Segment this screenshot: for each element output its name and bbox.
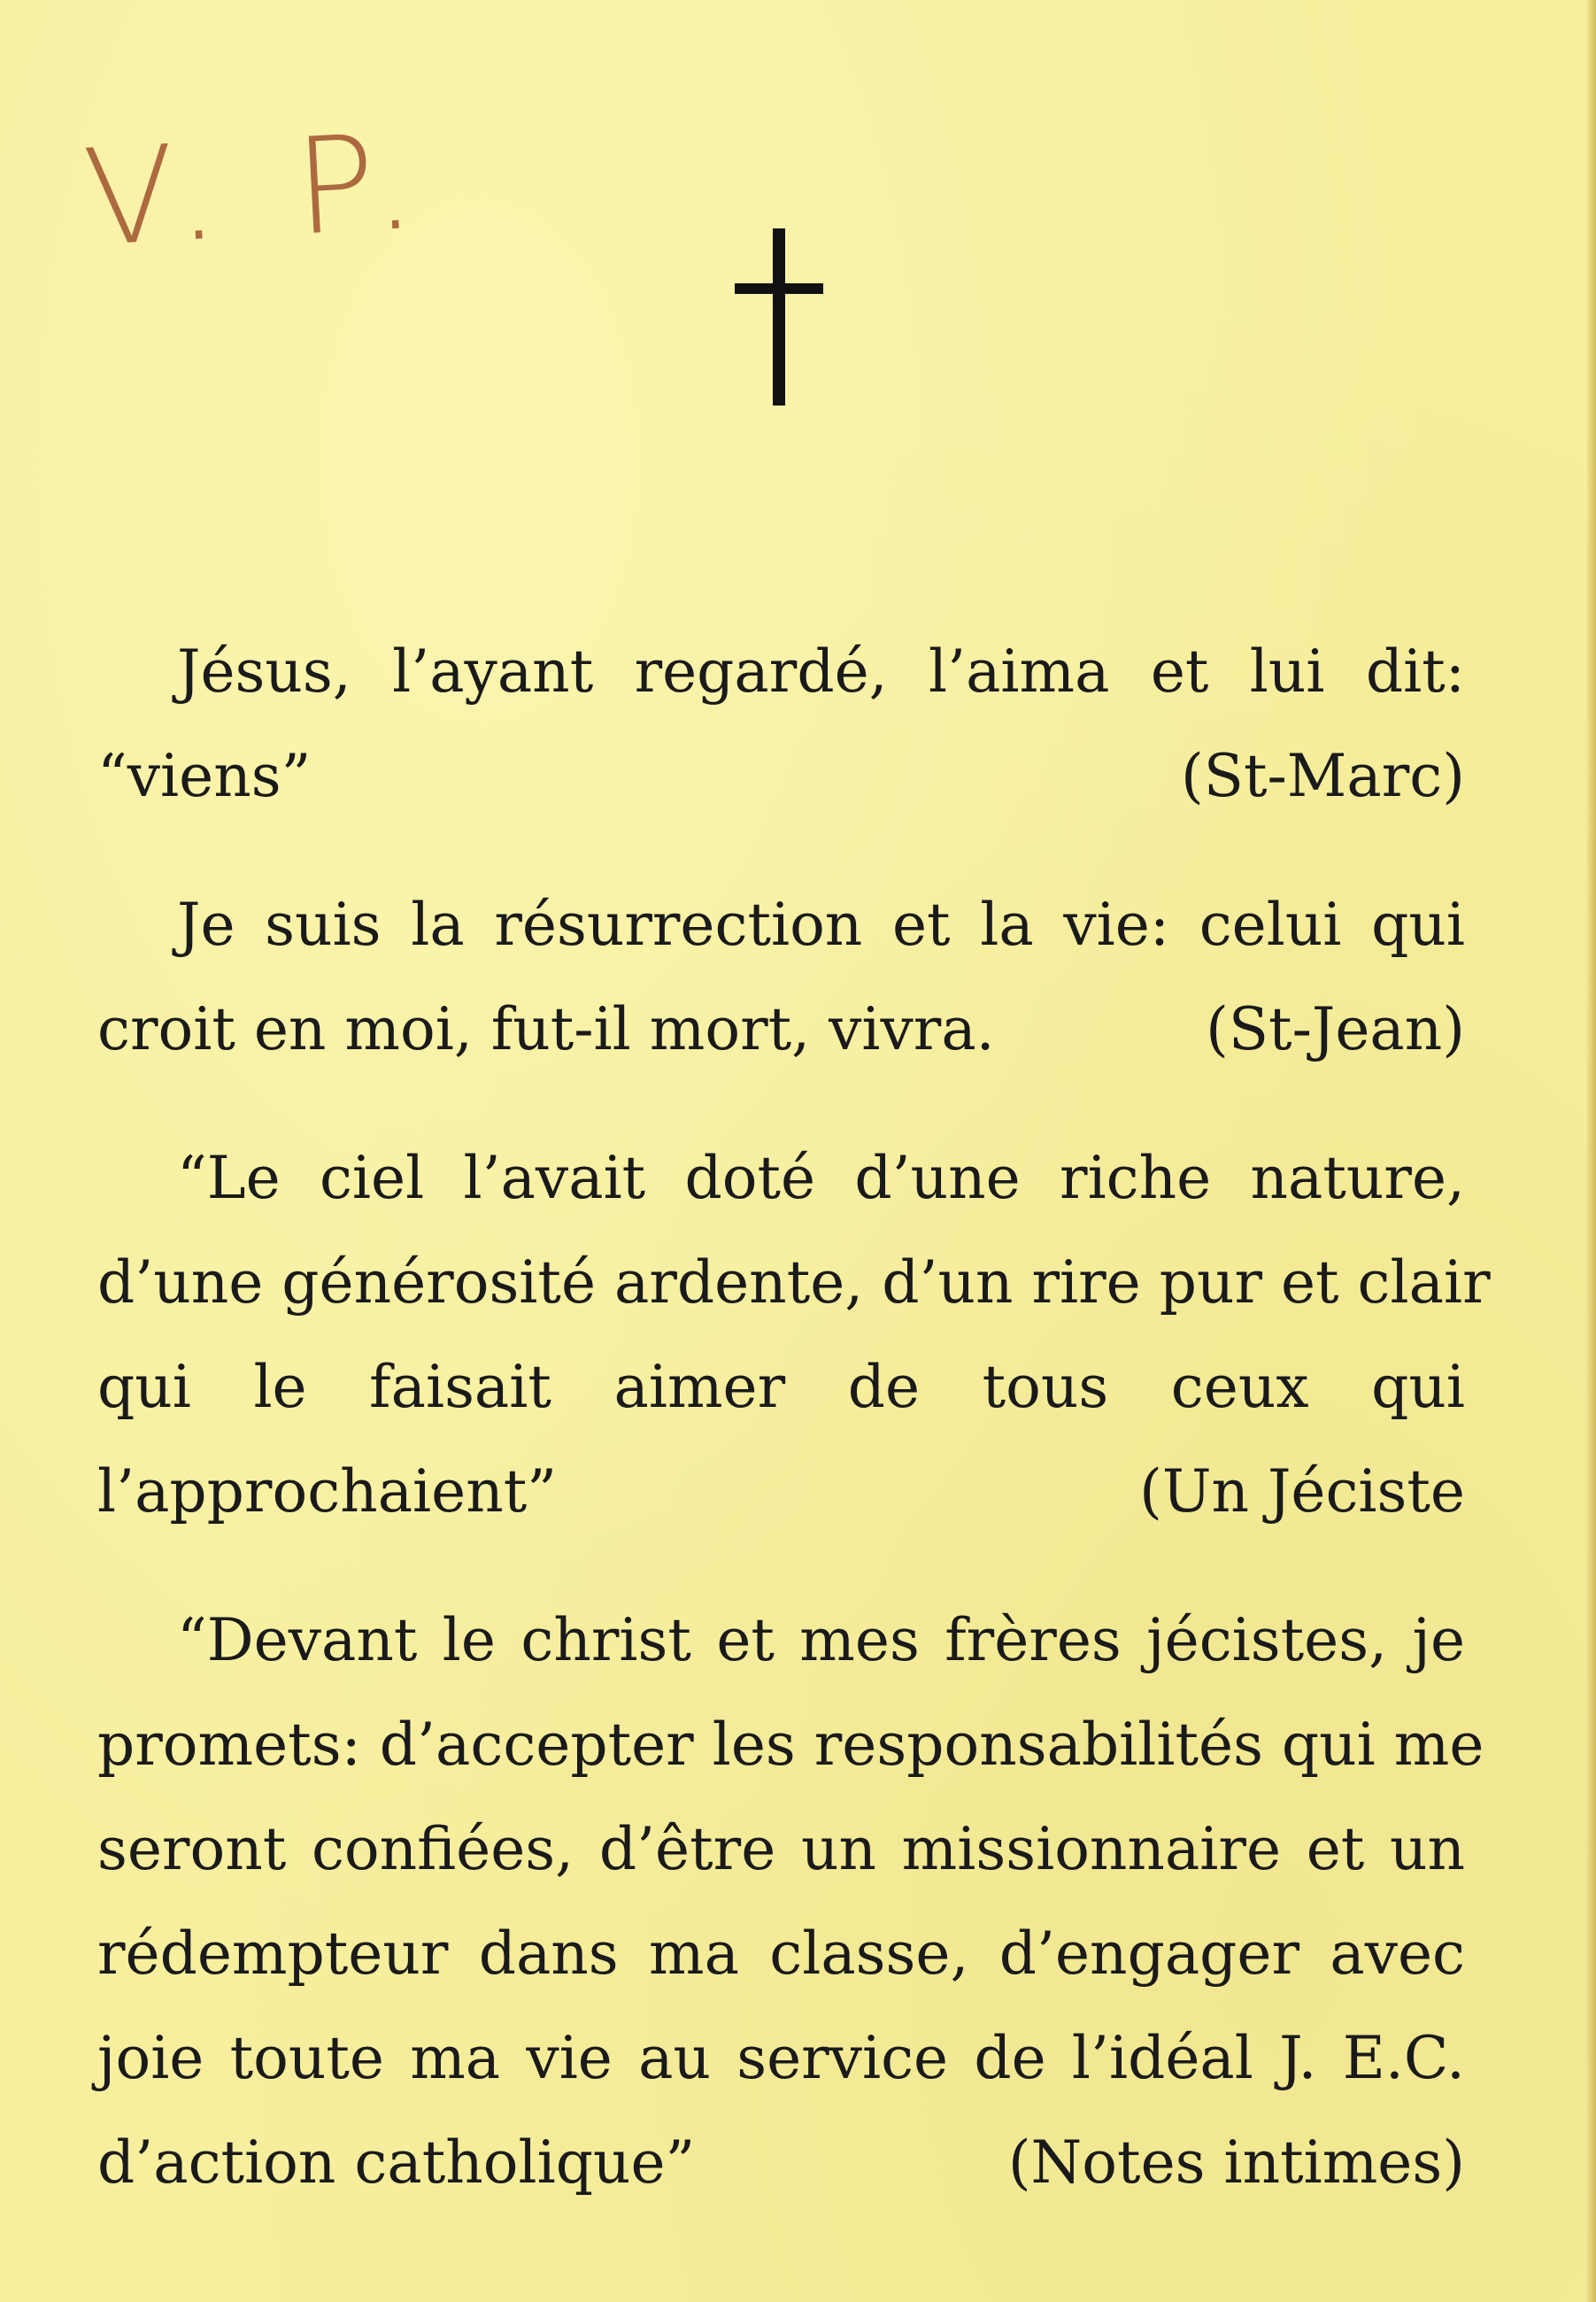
quote-citation: (Notes intimes) xyxy=(1007,2128,1465,2197)
quote-citation: (St-Marc) xyxy=(1181,742,1465,810)
quote-line: qui le faisait aimer de tous ceux qui xyxy=(97,1353,1465,1421)
text-body xyxy=(97,620,1491,2260)
quote-last-line xyxy=(97,1440,1465,1544)
quote-line: seront confiées, d’être un missionnaire et un xyxy=(97,1815,1465,1883)
quote-line: Je suis la résurrection et la vie: celui qui xyxy=(177,891,1465,959)
quote-st-marc xyxy=(97,620,1465,829)
quote-jeciste xyxy=(97,1126,1491,1544)
quote-line: promets: d’accepter les responsabilités qui me xyxy=(97,1711,1484,1779)
quote-line: d’une générosité ardente, d’un rire pur et clair xyxy=(97,1248,1491,1317)
quote-last-line xyxy=(97,977,1465,1082)
quote-citation: (St-Jean) xyxy=(1206,995,1465,1063)
quote-text: d’action catholique” xyxy=(97,2128,696,2197)
quote-text: “viens” xyxy=(97,742,312,810)
paper-edge xyxy=(1585,0,1596,2302)
quote-text: l’approchaient” xyxy=(97,1457,557,1526)
cross-icon xyxy=(735,228,823,406)
quote-line: joie toute ma vie au service de l’idéal J. E.C. xyxy=(97,2024,1465,2092)
quote-text: croit en moi, fut-il mort, vivra. xyxy=(97,995,995,1063)
quote-line: “Devant le christ et mes frères jécistes, je xyxy=(177,1606,1465,1674)
quote-notes-intimes xyxy=(97,1588,1484,2215)
quote-line: rédempteur dans ma classe, d’engager avec xyxy=(97,1920,1465,1988)
quote-last-line xyxy=(97,2111,1465,2215)
quote-last-line xyxy=(97,724,1465,829)
quote-line: Jésus, l’ayant regardé, l’aima et lui dit: xyxy=(177,637,1465,706)
quote-citation: (Un Jéciste xyxy=(1139,1457,1465,1526)
quote-st-jean xyxy=(97,873,1465,1082)
handwritten-note: V. P. xyxy=(80,104,436,277)
quote-line: “Le ciel l’avait doté d’une riche nature, xyxy=(177,1144,1465,1212)
